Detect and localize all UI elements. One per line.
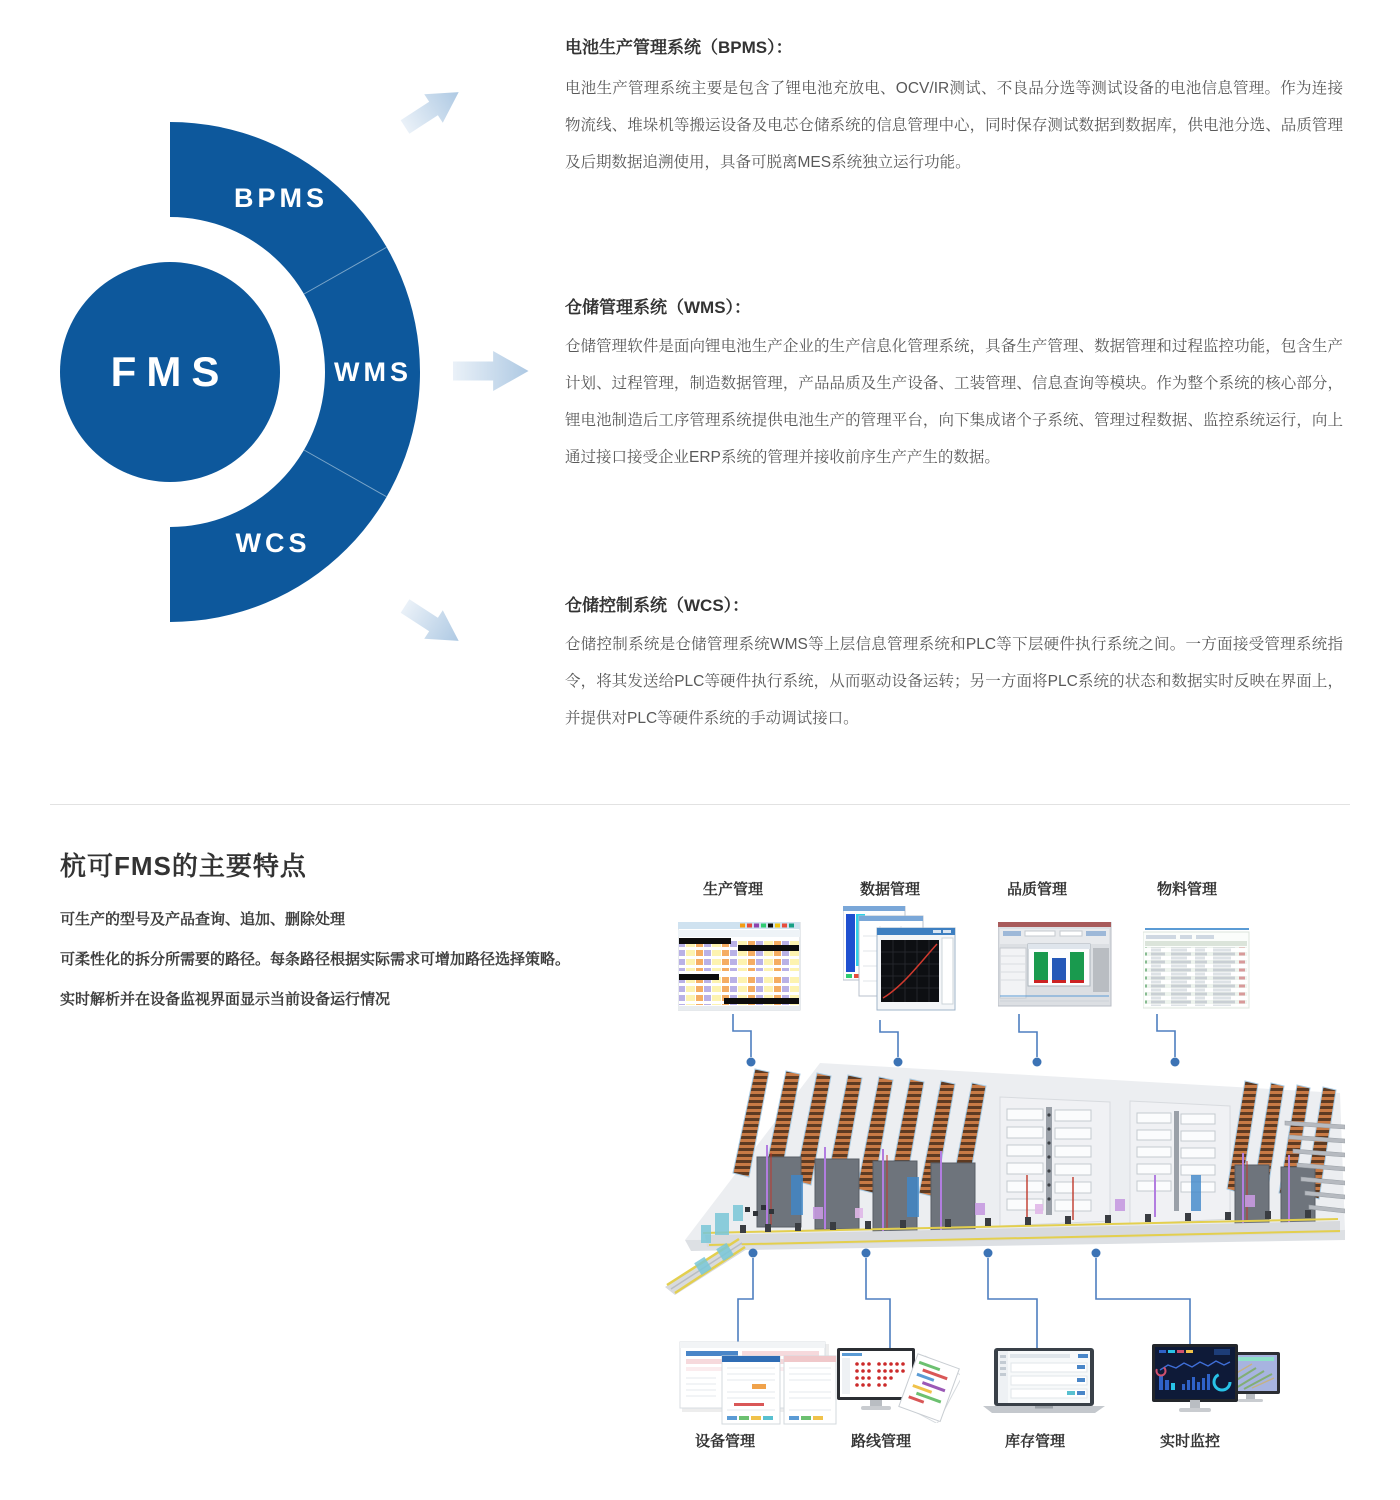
fms-core-label: FMS [110, 348, 230, 395]
route-monitor-screenshot [835, 1348, 960, 1423]
features-heading: 杭可FMS的主要特点 [60, 851, 307, 881]
feature-item: 可柔性化的拆分所需要的路径。每条路径根据实际需求可增加路径选择策略。 [60, 951, 571, 968]
section-body-wms: 仓储管理软件是面向锂电池生产企业的生产信息化管理系统，具备生产管理、数据管理和过程监控功能，包含生产计划、过程管理，制造数据管理，产品品质及生产设备、工装管理、信息查询等模块。作为整个系统的核心部分，锂电池制造后工序管理系统提供电池生产的管理平台，向下集成诸个子系统、管理过程数据、监控系统运行，向上通过接口接受企业ERP系统的管理并接收前序生产产生的数据。 [565, 338, 1343, 466]
module-label-route: 路线管理 [850, 1433, 912, 1450]
production-schedule-screenshot [678, 922, 802, 1014]
realtime-monitors-screenshot [1152, 1344, 1284, 1418]
feature-item: 实时解析并在设备监视界面显示当前设备运行情况 [60, 991, 391, 1008]
automated-warehouse-3d-render [645, 1025, 1345, 1305]
section-title-wcs: 仓储控制系统（WCS）： [565, 596, 750, 615]
arrow-up-right-icon [396, 78, 468, 141]
module-label-quality: 品质管理 [1006, 881, 1068, 898]
inventory-laptop-screenshot [983, 1348, 1105, 1418]
arrow-right-icon [453, 351, 529, 391]
segment-label-wms: WMS [334, 357, 412, 387]
fms-diagram [40, 55, 560, 685]
module-label-production: 生产管理 [702, 881, 764, 898]
module-label-data: 数据管理 [859, 881, 921, 898]
data-windows-screenshot [843, 906, 957, 1018]
feature-item: 可生产的型号及产品查询、追加、删除处理 [60, 911, 346, 928]
section-body-wcs: 仓储控制系统是仓储管理系统WMS等上层信息管理系统和PLC等下层硬件执行系统之间。一方面接受管理系统指令，将其发送给PLC等硬件执行系统，从而驱动设备运转；另一方面将PLC系统的状态和数据实时反映在界面上，并提供对PLC等硬件系统的手动调试接口。 [565, 636, 1343, 727]
section-body-bpms: 电池生产管理系统主要是包含了锂电池充放电、OCV/IR测试、不良品分选等测试设备的电池信息管理。作为连接物流线、堆垛机等搬运设备及电芯仓储系统的信息管理中心，同时保存测试数据到数据库，供电池分选、品质管理及后期数据追溯使用，具备可脱离MES系统独立运行功能。 [565, 80, 1343, 171]
module-label-equipment: 设备管理 [694, 1433, 756, 1450]
module-label-inventory: 库存管理 [1004, 1433, 1066, 1450]
section-title-wms: 仓储管理系统（WMS）： [565, 298, 752, 317]
equipment-windows-screenshot [672, 1340, 840, 1428]
module-label-realtime: 实时监控 [1159, 1433, 1221, 1450]
segment-label-wcs: WCS [235, 528, 311, 558]
segment-label-bpms: BPMS [233, 183, 329, 213]
module-label-material: 物料管理 [1156, 881, 1218, 898]
section-divider [50, 804, 1350, 805]
quality-bars-screenshot [998, 922, 1113, 1012]
material-table-screenshot [1143, 928, 1253, 1012]
arrow-down-right-icon [396, 592, 468, 655]
section-title-bpms: 电池生产管理系统（BPMS）： [565, 38, 793, 57]
